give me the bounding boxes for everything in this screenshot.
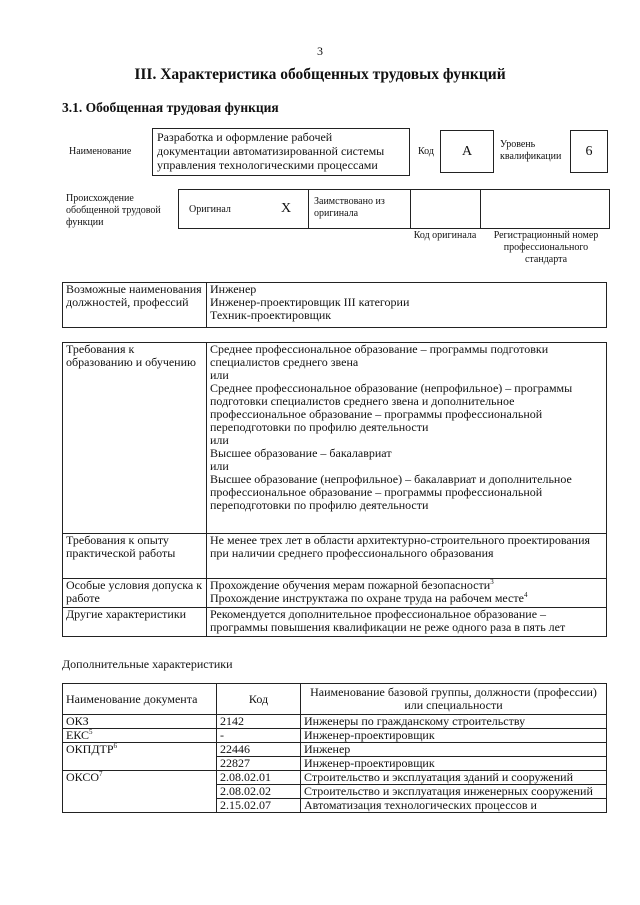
okso-name: Строительство и эксплуатация инженерных сооружений xyxy=(301,785,607,799)
special-condition-item: Прохождение обучения мерам пожарной безопасности$^3$ xyxy=(210,578,494,592)
additional-table xyxy=(62,683,607,813)
origin-label: Происхождение обобщенной трудовой функции xyxy=(66,193,161,228)
experience-label: Требования к опыту практической работы xyxy=(63,534,207,579)
section-title: III. Характеристика обобщенных трудовых функций xyxy=(134,66,506,83)
other-characteristics-label: Другие характеристики xyxy=(63,608,207,637)
okso-code: 2.08.02.01 xyxy=(217,771,301,785)
okso-name: Строительство и эксплуатация зданий и сооружений xyxy=(301,771,607,785)
okso-code: 2.15.02.07 xyxy=(217,799,301,813)
additional-title: Дополнительные характеристики xyxy=(62,657,233,671)
eks-code: - xyxy=(217,729,301,743)
subsection-title: 3.1. Обобщенная трудовая функция xyxy=(62,100,279,115)
okso-name: Автоматизация технологических процессов и xyxy=(301,799,607,813)
positions-label: Возможные наименования должностей, профессий xyxy=(63,283,207,328)
code-value: А xyxy=(461,143,473,159)
education-item: или xyxy=(210,368,229,382)
experience-value: Не менее трех лет в области архитектурно-строительного проектирования при наличии среднего профессионального образования xyxy=(207,534,607,579)
okz-code: 2142 xyxy=(217,715,301,729)
level-label: Уровень квалификации xyxy=(500,139,562,162)
origin-divider xyxy=(410,189,411,229)
header-doc: Наименование документа xyxy=(63,684,217,715)
original-mark: X xyxy=(281,201,292,216)
education-item: Высшее образование (непрофильное) – бакалавриат и дополнительное профессиональное образование – программы профессиональной переподготовки по профилю деятельности xyxy=(210,472,572,512)
header-name: Наименование базовой группы, должности (профессии) или специальности xyxy=(301,684,607,715)
okpdtr-name: Инженер-проектировщик xyxy=(301,757,607,771)
eks-name: Инженер-проектировщик xyxy=(301,729,607,743)
education-item: Среднее профессиональное образование – программы подготовки специалистов среднего звена xyxy=(210,342,549,369)
other-characteristics-value: Рекомендуется дополнительное профессиональное образование – программы повышения квалификации не реже одного раза в пять лет xyxy=(207,608,607,637)
education-item: Высшее образование – бакалавриат xyxy=(210,446,392,460)
position-item: Техник-проектировщик xyxy=(210,308,332,322)
special-condition-item: Прохождение инструктажа по охране труда на рабочем месте$^4$ xyxy=(210,591,528,605)
origin-divider xyxy=(480,189,481,229)
position-item: Инженер xyxy=(210,282,257,296)
name-label: Наименование xyxy=(69,146,132,157)
function-name-value: Разработка и оформление рабочей документации автоматизированной системы управления технологическими процессами xyxy=(157,130,385,172)
okso-doc: ОКСО$^7$ xyxy=(63,771,217,813)
special-conditions-label: Особые условия допуска к работе xyxy=(63,579,207,608)
special-conditions-list xyxy=(207,579,607,608)
okz-name: Инженеры по гражданскому строительству xyxy=(301,715,607,729)
requirements-table xyxy=(62,342,607,637)
code-label: Код xyxy=(418,146,434,157)
positions-table xyxy=(62,282,607,328)
page-number: 3 xyxy=(317,44,323,58)
position-item: Инженер-проектировщик III категории xyxy=(210,295,410,309)
positions-list xyxy=(207,283,607,328)
level-value-box xyxy=(570,130,608,173)
level-value: 6 xyxy=(585,143,593,159)
education-item: Среднее профессиональное образование (непрофильное) – программы подготовки специалистов среднего звена и дополнительное профессиональное образование – программы профессиональной переподготовки по профилю деятельности xyxy=(210,381,573,434)
okpdtr-code: 22446 xyxy=(217,743,301,757)
okz-doc: ОКЗ xyxy=(63,715,217,729)
education-item: или xyxy=(210,433,229,447)
okpdtr-code: 22827 xyxy=(217,757,301,771)
borrowed-label: Заимствовано из оригинала xyxy=(314,196,385,219)
okpdtr-name: Инженер xyxy=(301,743,607,757)
code-original-caption: Код оригинала xyxy=(413,230,477,241)
eks-doc: ЕКС$^5$ xyxy=(63,729,217,743)
original-label: Оригинал xyxy=(189,204,231,215)
code-value-box xyxy=(440,130,494,173)
origin-divider xyxy=(308,189,309,229)
education-label: Требования к образованию и обучению xyxy=(63,343,207,534)
reg-number-caption: Регистрационный номер профессионального стандарта xyxy=(493,230,599,265)
okso-code: 2.08.02.02 xyxy=(217,785,301,799)
education-list xyxy=(207,343,607,534)
education-item: или xyxy=(210,459,229,473)
header-code: Код xyxy=(217,684,301,715)
okpdtr-doc: ОКПДТР$^6$ xyxy=(63,743,217,771)
function-name-box xyxy=(152,128,410,176)
